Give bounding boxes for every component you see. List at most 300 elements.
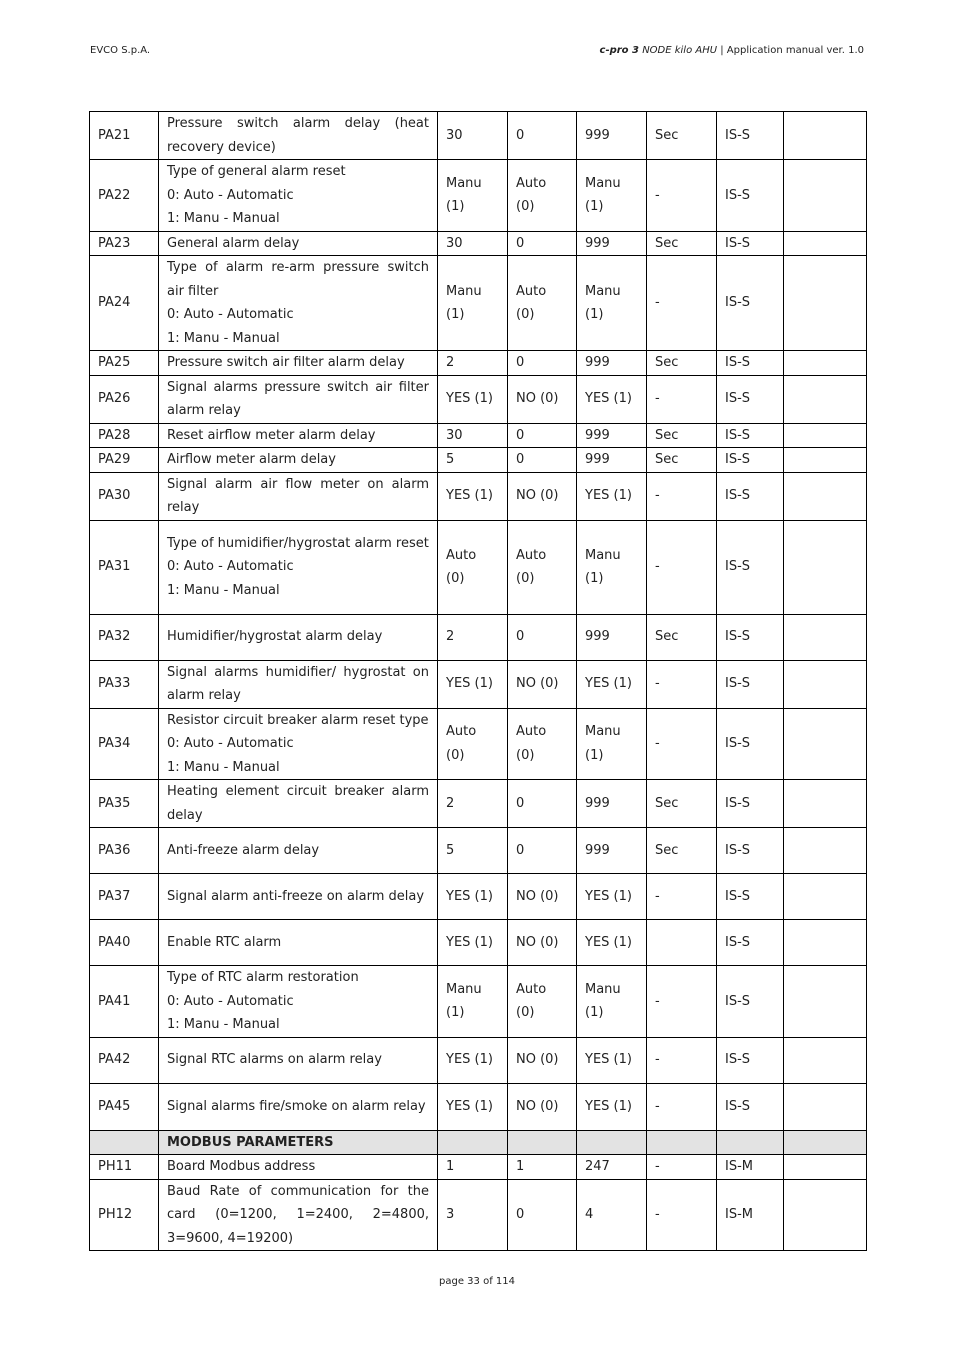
- param-default: [438, 660, 508, 708]
- param-max: [577, 828, 647, 874]
- param-min: [508, 1083, 577, 1130]
- param-unit: [647, 920, 717, 966]
- param-description-line: Pressure switch air filter alarm delay: [167, 355, 405, 370]
- param-notes: [784, 708, 867, 780]
- param-default: [438, 472, 508, 520]
- param-min-line: (0): [516, 1005, 535, 1021]
- param-level: IS-M: [717, 1155, 784, 1180]
- param-max-line: 4: [585, 1207, 594, 1222]
- param-max-line: 999: [585, 629, 610, 645]
- param-unit: -: [647, 874, 717, 920]
- param-max-line: YES (1): [585, 934, 632, 950]
- table-row: [90, 256, 867, 351]
- param-description-line: 1: Manu - Manual: [167, 582, 280, 598]
- param-default-line: YES (1): [446, 676, 493, 692]
- param-description: [159, 231, 438, 256]
- param-code: PH11: [90, 1155, 159, 1180]
- param-code: PA42: [90, 1037, 159, 1083]
- param-unit: -: [647, 1155, 717, 1180]
- table-row: [90, 614, 867, 660]
- param-description-line: General alarm delay: [167, 235, 300, 251]
- param-code: PA23: [90, 231, 159, 256]
- param-notes: [784, 160, 867, 232]
- param-unit: -: [647, 708, 717, 780]
- section-cell: [647, 1130, 717, 1155]
- section-cell: [577, 1130, 647, 1155]
- param-description-line: 0: Auto - Automatic: [167, 993, 294, 1009]
- param-min-line: 0: [516, 1207, 525, 1222]
- param-max: [577, 1083, 647, 1130]
- param-min-line: 1: [516, 1159, 525, 1174]
- param-level: IS-S: [717, 1083, 784, 1130]
- param-level: IS-S: [717, 708, 784, 780]
- param-min-line: (0): [516, 199, 535, 215]
- param-level: IS-S: [717, 256, 784, 351]
- section-cell: [784, 1130, 867, 1155]
- table-row: [90, 966, 867, 1038]
- param-description-line: Airflow meter alarm delay: [167, 452, 336, 467]
- param-min-line: NO (0): [516, 488, 559, 504]
- param-default: [438, 448, 508, 473]
- param-notes: [784, 614, 867, 660]
- param-notes: [784, 448, 867, 473]
- param-default-line: 2: [446, 629, 455, 645]
- section-cell: [508, 1130, 577, 1155]
- param-description: [159, 1083, 438, 1130]
- param-description-line: Humidifier/hygrostat alarm delay: [167, 629, 383, 645]
- param-max: [577, 920, 647, 966]
- param-description: [159, 423, 438, 448]
- param-max-line: 999: [585, 127, 610, 143]
- table-row: [90, 828, 867, 874]
- param-description: [159, 448, 438, 473]
- param-description: [159, 920, 438, 966]
- param-description: [159, 1155, 438, 1180]
- table-row: [90, 1155, 867, 1180]
- param-default: [438, 1083, 508, 1130]
- param-unit: Sec: [647, 231, 717, 256]
- param-max: [577, 874, 647, 920]
- param-max-line: YES (1): [585, 391, 632, 407]
- param-code: PA22: [90, 160, 159, 232]
- param-default-line: 3: [446, 1207, 455, 1222]
- param-description-line: Signal RTC alarms on alarm relay: [167, 1052, 382, 1068]
- param-notes: [784, 966, 867, 1038]
- param-max-line: 999: [585, 452, 610, 467]
- table-row: [90, 780, 867, 828]
- param-max-line: Manu: [585, 283, 621, 299]
- param-min-line: 0: [516, 452, 525, 467]
- param-min: [508, 660, 577, 708]
- section-cell: [717, 1130, 784, 1155]
- param-max-line: Manu: [585, 175, 621, 191]
- param-min-line: 0: [516, 127, 525, 143]
- param-min-line: 0: [516, 629, 525, 645]
- param-unit: -: [647, 256, 717, 351]
- param-min-line: NO (0): [516, 676, 559, 692]
- param-description: [159, 160, 438, 232]
- param-min-line: NO (0): [516, 391, 559, 407]
- param-description: [159, 472, 438, 520]
- param-default-line: 5: [446, 452, 455, 467]
- param-min: [508, 874, 577, 920]
- param-level: IS-S: [717, 1037, 784, 1083]
- param-code: PH12: [90, 1179, 159, 1251]
- param-notes: [784, 112, 867, 160]
- param-code: PA37: [90, 874, 159, 920]
- param-min: [508, 966, 577, 1038]
- param-level: IS-S: [717, 351, 784, 376]
- param-max: [577, 520, 647, 614]
- param-notes: [784, 256, 867, 351]
- parameters-table: [89, 111, 867, 1251]
- param-max: [577, 966, 647, 1038]
- param-notes: [784, 660, 867, 708]
- param-notes: [784, 1037, 867, 1083]
- param-notes: [784, 920, 867, 966]
- param-description: [159, 828, 438, 874]
- param-description-line: 1: Manu - Manual: [167, 330, 280, 346]
- table-row: [90, 375, 867, 423]
- header-product-model: NODE kilo AHU: [642, 45, 718, 56]
- param-notes: [784, 472, 867, 520]
- param-notes: [784, 351, 867, 376]
- param-default: [438, 1179, 508, 1251]
- param-default-line: Auto: [446, 724, 477, 740]
- param-max-line: 999: [585, 842, 610, 858]
- param-min-line: Auto: [516, 175, 547, 191]
- param-default-line: 30: [446, 235, 463, 251]
- param-default: [438, 112, 508, 160]
- param-notes: [784, 520, 867, 614]
- param-default: [438, 160, 508, 232]
- param-unit: Sec: [647, 780, 717, 828]
- param-description-line: Signal alarms humidifier/ hygrostat on alarm relay: [167, 664, 429, 703]
- param-min: [508, 375, 577, 423]
- param-code: PA26: [90, 375, 159, 423]
- param-default-line: 5: [446, 842, 455, 858]
- param-min-line: 0: [516, 355, 525, 370]
- param-description-line: Anti-freeze alarm delay: [167, 842, 320, 858]
- param-description: [159, 660, 438, 708]
- param-level: IS-S: [717, 920, 784, 966]
- param-description: [159, 351, 438, 376]
- param-default: [438, 708, 508, 780]
- param-min: [508, 780, 577, 828]
- param-description-line: Signal alarm air flow meter on alarm relay: [167, 476, 429, 515]
- table-row: [90, 708, 867, 780]
- param-notes: [784, 1179, 867, 1251]
- param-default-line: YES (1): [446, 888, 493, 904]
- param-level: IS-S: [717, 614, 784, 660]
- param-default: [438, 828, 508, 874]
- param-max-line: YES (1): [585, 1052, 632, 1068]
- param-code: PA29: [90, 448, 159, 473]
- param-description-line: 1: Manu - Manual: [167, 759, 280, 775]
- param-code: PA45: [90, 1083, 159, 1130]
- param-min: [508, 1155, 577, 1180]
- param-description-line: Type of general alarm reset: [167, 164, 346, 179]
- table-row: [90, 160, 867, 232]
- param-description: [159, 780, 438, 828]
- param-max: [577, 351, 647, 376]
- param-min-line: 0: [516, 427, 525, 443]
- param-level: IS-S: [717, 660, 784, 708]
- param-default: [438, 966, 508, 1038]
- param-min: [508, 423, 577, 448]
- param-max: [577, 112, 647, 160]
- param-max: [577, 472, 647, 520]
- param-max: [577, 231, 647, 256]
- param-notes: [784, 231, 867, 256]
- param-default: [438, 1037, 508, 1083]
- param-default-line: YES (1): [446, 391, 493, 407]
- param-min: [508, 256, 577, 351]
- param-max-line: (1): [585, 747, 604, 763]
- param-default-line: (1): [446, 199, 465, 215]
- param-max-line: (1): [585, 571, 604, 586]
- table-row: [90, 920, 867, 966]
- param-max-line: YES (1): [585, 888, 632, 904]
- param-max-line: YES (1): [585, 676, 632, 692]
- param-description-line: 0: Auto - Automatic: [167, 307, 294, 322]
- param-unit: Sec: [647, 351, 717, 376]
- param-max-line: Manu: [585, 547, 621, 563]
- param-min-line: NO (0): [516, 1098, 559, 1114]
- param-default: [438, 423, 508, 448]
- section-row: [90, 1130, 867, 1155]
- param-max-line: (1): [585, 307, 604, 322]
- param-unit: -: [647, 1037, 717, 1083]
- table-row: [90, 231, 867, 256]
- param-unit: Sec: [647, 112, 717, 160]
- param-code: PA33: [90, 660, 159, 708]
- param-max-line: Manu: [585, 981, 621, 997]
- param-default-line: 30: [446, 127, 463, 143]
- section-title: MODBUS PARAMETERS: [159, 1130, 438, 1155]
- param-code: PA31: [90, 520, 159, 614]
- param-default: [438, 1155, 508, 1180]
- param-default-line: 30: [446, 427, 463, 443]
- param-unit: -: [647, 1179, 717, 1251]
- param-description-line: 1: Manu - Manual: [167, 211, 280, 226]
- param-max-line: 999: [585, 235, 610, 251]
- param-default: [438, 231, 508, 256]
- param-min-line: NO (0): [516, 934, 559, 950]
- param-description-line: Reset airflow meter alarm delay: [167, 427, 376, 443]
- param-min: [508, 231, 577, 256]
- param-code: PA21: [90, 112, 159, 160]
- table-row: [90, 112, 867, 160]
- param-code: PA32: [90, 614, 159, 660]
- param-level: IS-S: [717, 874, 784, 920]
- param-description-line: Enable RTC alarm: [167, 934, 282, 950]
- param-max-line: 999: [585, 355, 610, 370]
- param-max: [577, 423, 647, 448]
- param-default-line: 2: [446, 795, 455, 811]
- param-description: [159, 966, 438, 1038]
- param-default-line: 2: [446, 355, 455, 370]
- param-description: [159, 614, 438, 660]
- param-description: [159, 256, 438, 351]
- param-level: IS-M: [717, 1179, 784, 1251]
- param-description-line: 0: Auto - Automatic: [167, 187, 294, 203]
- section-cell: [90, 1130, 159, 1155]
- param-unit: -: [647, 160, 717, 232]
- param-default-line: Manu: [446, 981, 482, 997]
- param-level: IS-S: [717, 966, 784, 1038]
- param-min-line: Auto: [516, 547, 547, 563]
- param-unit: -: [647, 520, 717, 614]
- param-min: [508, 1037, 577, 1083]
- table-row: [90, 472, 867, 520]
- param-description: [159, 874, 438, 920]
- param-min-line: (0): [516, 307, 535, 322]
- param-level: IS-S: [717, 520, 784, 614]
- param-description: [159, 708, 438, 780]
- param-description: [159, 375, 438, 423]
- param-min: [508, 1179, 577, 1251]
- table-row: [90, 423, 867, 448]
- param-unit: Sec: [647, 614, 717, 660]
- param-description: [159, 520, 438, 614]
- param-notes: [784, 874, 867, 920]
- param-default-line: YES (1): [446, 488, 493, 504]
- param-description-line: Type of alarm re-arm pressure switch air filter: [167, 260, 429, 299]
- param-min: [508, 472, 577, 520]
- param-description-line: 0: Auto - Automatic: [167, 559, 294, 575]
- param-description: [159, 1037, 438, 1083]
- param-level: IS-S: [717, 780, 784, 828]
- param-default-line: Manu: [446, 175, 482, 191]
- param-level: IS-S: [717, 231, 784, 256]
- param-min: [508, 614, 577, 660]
- param-description-line: Signal alarms fire/smoke on alarm relay: [167, 1098, 426, 1114]
- param-min: [508, 448, 577, 473]
- param-description-line: Signal alarm anti-freeze on alarm delay: [167, 888, 425, 904]
- param-default: [438, 874, 508, 920]
- param-default: [438, 614, 508, 660]
- param-description-line: Pressure switch alarm delay (heat recovery device): [167, 116, 429, 155]
- param-min-line: Auto: [516, 724, 547, 740]
- param-default: [438, 920, 508, 966]
- param-min-line: 0: [516, 842, 525, 858]
- param-max-line: 247: [585, 1159, 610, 1174]
- param-default-line: (0): [446, 571, 465, 586]
- page-number: page 33 of 114: [439, 1276, 515, 1287]
- param-max: [577, 1037, 647, 1083]
- param-max: [577, 160, 647, 232]
- param-unit: Sec: [647, 448, 717, 473]
- param-default: [438, 375, 508, 423]
- param-level: IS-S: [717, 112, 784, 160]
- param-default: [438, 256, 508, 351]
- param-min: [508, 520, 577, 614]
- param-max: [577, 375, 647, 423]
- param-unit: -: [647, 375, 717, 423]
- param-level: IS-S: [717, 375, 784, 423]
- param-level: IS-S: [717, 423, 784, 448]
- param-unit: -: [647, 472, 717, 520]
- table-row: [90, 1083, 867, 1130]
- param-max: [577, 614, 647, 660]
- param-level: IS-S: [717, 828, 784, 874]
- param-max: [577, 660, 647, 708]
- param-default-line: (1): [446, 1005, 465, 1021]
- param-unit: -: [647, 1083, 717, 1130]
- param-min: [508, 351, 577, 376]
- param-description-line: Signal alarms pressure switch air filter alarm relay: [167, 379, 429, 418]
- param-max-line: (1): [585, 1005, 604, 1021]
- table-row: [90, 1037, 867, 1083]
- param-max-line: YES (1): [585, 488, 632, 504]
- section-cell: [438, 1130, 508, 1155]
- param-max: [577, 780, 647, 828]
- param-level: IS-S: [717, 448, 784, 473]
- param-notes: [784, 1155, 867, 1180]
- param-description-line: Board Modbus address: [167, 1159, 316, 1174]
- header-product-name: c-pro 3: [599, 45, 639, 56]
- param-default-line: 1: [446, 1159, 455, 1174]
- param-unit: -: [647, 966, 717, 1038]
- param-default-line: (0): [446, 747, 465, 763]
- header-manual-title: [600, 45, 864, 56]
- param-code: PA40: [90, 920, 159, 966]
- param-max-line: Manu: [585, 724, 621, 740]
- param-min-line: Auto: [516, 981, 547, 997]
- header-manual-version: | Application manual ver. 1.0: [717, 45, 864, 56]
- param-default-line: YES (1): [446, 934, 493, 950]
- param-code: PA30: [90, 472, 159, 520]
- param-code: PA41: [90, 966, 159, 1038]
- param-notes: [784, 423, 867, 448]
- param-min-line: 0: [516, 795, 525, 811]
- param-code: PA28: [90, 423, 159, 448]
- param-max: [577, 1179, 647, 1251]
- param-level: IS-S: [717, 472, 784, 520]
- param-default-line: YES (1): [446, 1052, 493, 1068]
- param-description-line: 0: Auto - Automatic: [167, 736, 294, 751]
- param-unit: -: [647, 660, 717, 708]
- table-row: [90, 1179, 867, 1251]
- param-notes: [784, 375, 867, 423]
- param-unit: Sec: [647, 423, 717, 448]
- param-description-line: Baud Rate of communication for the card (0=1200, 1=2400, 2=4800, 3=9600, 4=19200): [167, 1183, 429, 1246]
- param-description-line: 1: Manu - Manual: [167, 1017, 280, 1032]
- param-notes: [784, 1083, 867, 1130]
- param-min-line: NO (0): [516, 888, 559, 904]
- param-min: [508, 112, 577, 160]
- param-max: [577, 448, 647, 473]
- table-row: [90, 448, 867, 473]
- param-level: IS-S: [717, 160, 784, 232]
- param-description-line: Type of humidifier/hygrostat alarm reset: [167, 535, 429, 551]
- param-max: [577, 708, 647, 780]
- param-max-line: 999: [585, 427, 610, 443]
- param-min-line: 0: [516, 235, 525, 251]
- param-code: PA25: [90, 351, 159, 376]
- param-default-line: (1): [446, 307, 465, 322]
- param-default-line: Manu: [446, 283, 482, 299]
- param-description-line: Resistor circuit breaker alarm reset type: [167, 712, 429, 728]
- param-min-line: (0): [516, 747, 535, 763]
- param-min-line: (0): [516, 571, 535, 586]
- param-min: [508, 920, 577, 966]
- param-code: PA35: [90, 780, 159, 828]
- param-description-line: Type of RTC alarm restoration: [167, 970, 359, 985]
- param-code: PA34: [90, 708, 159, 780]
- param-description: [159, 112, 438, 160]
